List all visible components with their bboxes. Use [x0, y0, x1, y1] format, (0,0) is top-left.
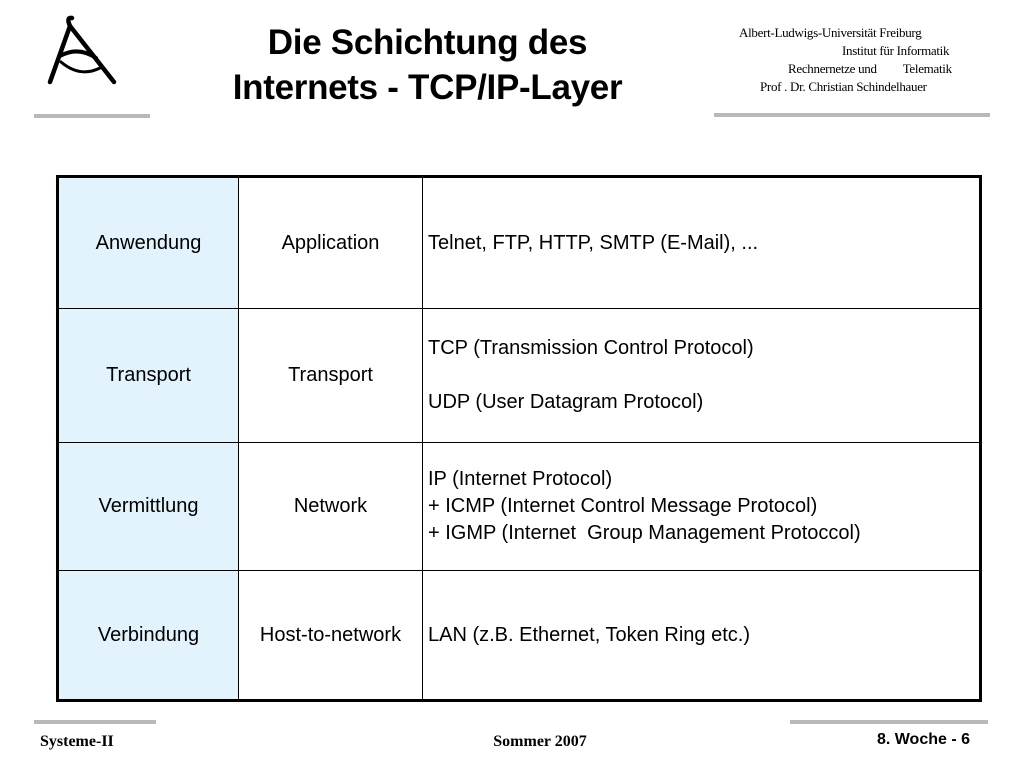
header-rule-left [34, 114, 150, 118]
english-layer-cell: Network [239, 443, 423, 571]
protocol-cell [423, 571, 981, 701]
page-number: 8. Woche - 6 [876, 731, 970, 748]
department-name-part-1: Rechnernetze und [788, 61, 877, 76]
footer-rule-left [34, 720, 156, 724]
english-layer-cell: Host-to-network [239, 571, 423, 701]
course-name: Systeme-II [40, 733, 114, 750]
protocol-line: LAN (z.B. Ethernet, Token Ring etc.) [428, 623, 751, 646]
german-layer-cell: Anwendung [58, 177, 239, 309]
semester-label: Sommer 2007 [493, 733, 587, 750]
table-row [58, 571, 981, 701]
protocol-cell [423, 177, 981, 309]
page-title-line-1: Die Schichtung des [267, 23, 588, 62]
institution-block [722, 24, 1012, 96]
english-layer-cell: Transport [239, 309, 423, 443]
protocol-line: IP (Internet Protocol) [428, 468, 613, 490]
department-name [722, 60, 1012, 78]
protocol-cell [423, 443, 981, 571]
protocol-line: Telnet, FTP, HTTP, SMTP (E-Mail), ... [428, 231, 759, 254]
german-layer-cell: Vermittlung [58, 443, 239, 571]
institute-name: Institut für Informatik [842, 43, 950, 58]
professor-name: Prof . Dr. Christian Schindelhauer [760, 79, 927, 94]
german-layer-cell: Transport [58, 309, 239, 443]
table-row [58, 309, 981, 443]
header-rule-right [714, 113, 990, 117]
protocol-line: TCP (Transmission Control Protocol) [428, 337, 754, 359]
university-name: Albert-Ludwigs-Universität Freiburg [739, 25, 922, 40]
table-row [58, 443, 981, 571]
page-title [175, 20, 680, 110]
department-name-part-2: Telematik [902, 61, 952, 76]
tcp-ip-layer-table [56, 175, 982, 702]
table-row [58, 177, 981, 309]
protocol-cell [423, 309, 981, 443]
protocol-line: UDP (User Datagram Protocol) [428, 391, 704, 413]
english-layer-cell: Application [239, 177, 423, 309]
page-title-line-2: Internets - TCP/IP-Layer [232, 68, 623, 107]
footer-rule-right [790, 720, 988, 724]
protocol-line: + IGMP (Internet Group Management Protoccol) [428, 522, 861, 544]
protocol-line: + ICMP (Internet Control Message Protocol) [428, 495, 818, 517]
german-layer-cell: Verbindung [58, 571, 239, 701]
university-logo-icon [30, 12, 130, 102]
